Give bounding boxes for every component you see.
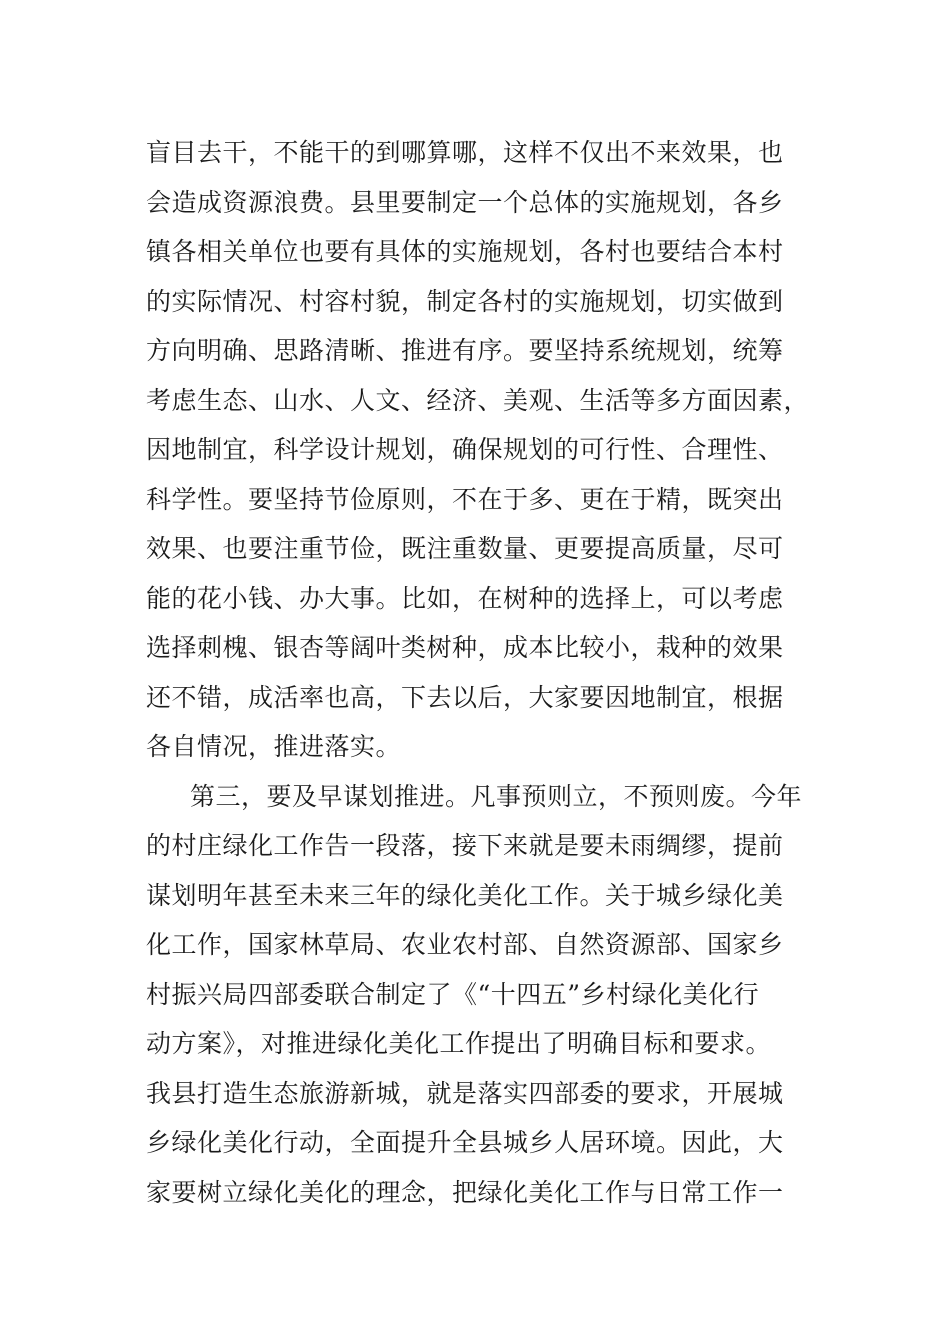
text-line: 镇各相关单位也要有具体的实施规划，各村也要结合本村: [146, 237, 784, 266]
text-line: 乡绿化美化行动，全面提升全县城乡人居环境。因此，大: [146, 1128, 784, 1157]
text-line: 能的花小钱、办大事。比如，在树种的选择上，可以考虑: [146, 584, 784, 613]
text-line: 村振兴局四部委联合制定了《“十四五”乡村绿化美化行: [146, 980, 760, 1009]
text-line: 各自情况，推进落实。: [146, 732, 402, 761]
text-line: 化工作，国家林草局、农业农村部、自然资源部、国家乡: [146, 930, 784, 959]
text-line: 效果、也要注重节俭，既注重数量、更要提高质量，尽可: [146, 534, 784, 563]
text-line: 谋划明年甚至未来三年的绿化美化工作。关于城乡绿化美: [146, 881, 784, 910]
text-line: 因地制宜，科学设计规划，确保规划的可行性、合理性、: [146, 435, 784, 464]
text-line: 考虑生态、山水、人文、经济、美观、生活等多方面因素，: [146, 386, 810, 415]
text-line: 动方案》，对推进绿化美化工作提出了明确目标和要求。: [146, 1029, 772, 1058]
text-line: 盲目去干，不能干的到哪算哪，这样不仅出不来效果，也: [146, 138, 784, 167]
paragraph-first-line: 第三，要及早谋划推进。凡事预则立，不预则废。今年: [190, 782, 803, 811]
text-line: 还不错，成活率也高，下去以后，大家要因地制宜，根据: [146, 683, 784, 712]
text-line: 方向明确、思路清晰、推进有序。要坚持系统规划，统筹: [146, 336, 784, 365]
text-line: 的村庄绿化工作告一段落，接下来就是要未雨绸缪，提前: [146, 831, 784, 860]
text-line: 家要树立绿化美化的理念，把绿化美化工作与日常工作一: [146, 1178, 784, 1207]
text-line: 选择刺槐、银杏等阔叶类树种，成本比较小，栽种的效果: [146, 633, 784, 662]
text-line: 科学性。要坚持节俭原则，不在于多、更在于精，既突出: [146, 485, 784, 514]
text-line: 我县打造生态旅游新城，就是落实四部委的要求，开展城: [146, 1079, 784, 1108]
text-line: 会造成资源浪费。县里要制定一个总体的实施规划，各乡: [146, 188, 784, 217]
text-line: 的实际情况、村容村貌，制定各村的实施规划，切实做到: [146, 287, 784, 316]
